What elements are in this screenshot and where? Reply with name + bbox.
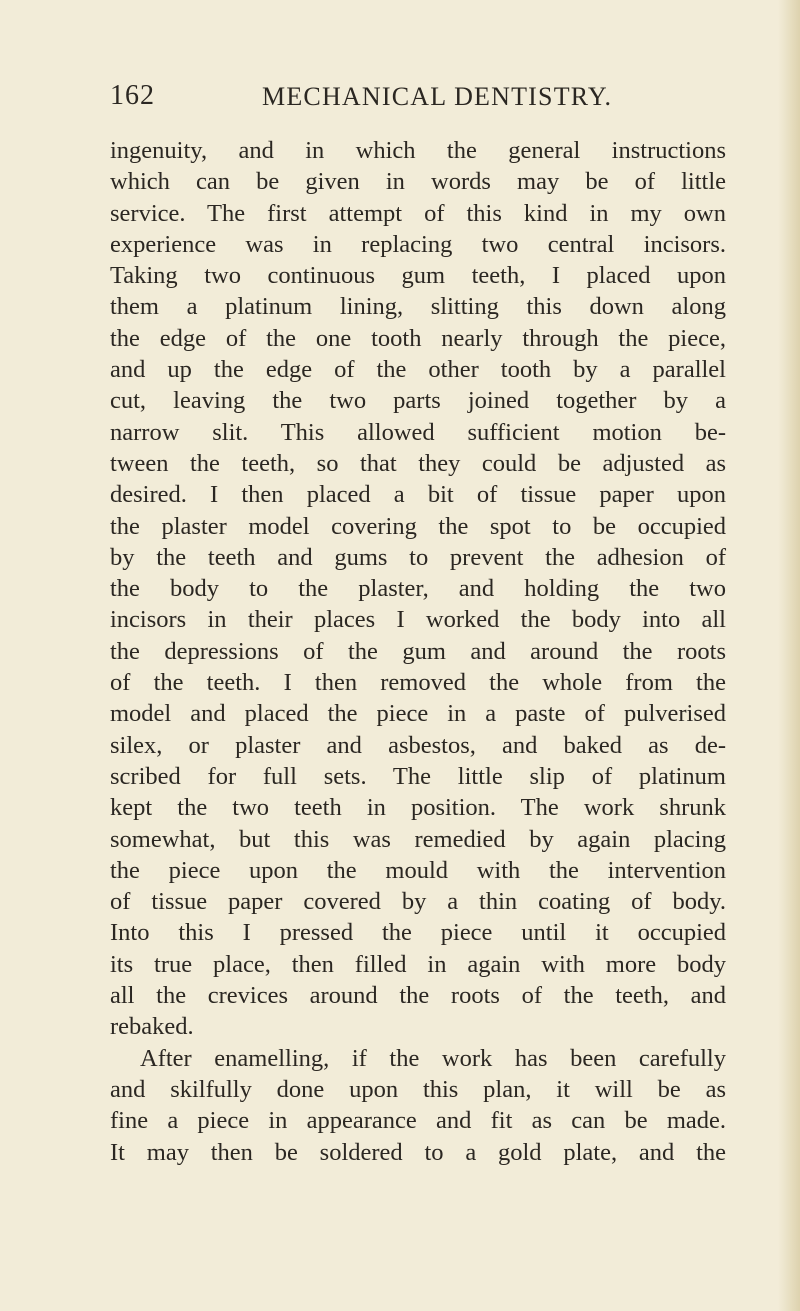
running-head: MECHANICAL DENTISTRY. bbox=[262, 82, 613, 111]
text-line: Taking two continuous gum teeth, I placed upon bbox=[110, 262, 726, 290]
text-line: by the teeth and gums to prevent the adhesion of bbox=[110, 543, 726, 571]
text-line: kept the two teeth in position. The work shrunk bbox=[110, 794, 726, 822]
text-line: and up the edge of the other tooth by a parallel bbox=[110, 356, 726, 384]
text-line: all the crevices around the roots of the teeth, and bbox=[110, 982, 726, 1010]
text-line: the edge of the one tooth nearly through the piece, bbox=[110, 324, 726, 352]
text-line: the plaster model covering the spot to be occupied bbox=[110, 512, 726, 540]
paragraph-1 bbox=[110, 135, 726, 1043]
text-line: fine a piece in appearance and fit as can be made. bbox=[110, 1107, 726, 1135]
text-line: ingenuity, and in which the general instructions bbox=[110, 137, 726, 164]
text-line: and skilfully done upon this plan, it will be as bbox=[110, 1075, 726, 1103]
text-line: incisors in their places I worked the body into all bbox=[110, 606, 726, 634]
text-line: somewhat, but this was remedied by again placing bbox=[110, 825, 726, 853]
text-line: rebaked. bbox=[110, 1013, 194, 1041]
text-line: cut, leaving the two parts joined together by a bbox=[110, 387, 726, 415]
text-line: of tissue paper covered by a thin coating of body. bbox=[110, 888, 726, 916]
text-line: desired. I then placed a bit of tissue paper upon bbox=[110, 481, 726, 509]
text-line: the body to the plaster, and holding the two bbox=[110, 575, 726, 603]
body-text bbox=[110, 135, 726, 1168]
text-line: service. The first attempt of this kind in my own bbox=[110, 199, 726, 227]
text-line: experience was in replacing two central incisors. bbox=[110, 230, 726, 258]
text-line: which can be given in words may be of little bbox=[110, 168, 726, 196]
page-edge-shadow bbox=[778, 0, 800, 1311]
text-line: the depressions of the gum and around the roots bbox=[110, 637, 726, 665]
text-line: of the teeth. I then removed the whole from the bbox=[110, 669, 726, 697]
page-number: 162 bbox=[110, 80, 155, 111]
text-line: tween the teeth, so that they could be adjusted as bbox=[110, 449, 726, 477]
text-line: It may then be soldered to a gold plate, and the bbox=[110, 1138, 726, 1166]
text-line: model and placed the piece in a paste of pulverised bbox=[110, 700, 726, 728]
text-line: the piece upon the mould with the intervention bbox=[110, 856, 726, 884]
text-line: silex, or plaster and asbestos, and baked as de- bbox=[110, 731, 726, 759]
text-line: narrow slit. This allowed sufficient motion be- bbox=[110, 418, 726, 446]
text-line: its true place, then filled in again with more body bbox=[110, 950, 726, 978]
text-line: Into this I pressed the piece until it occupied bbox=[110, 919, 726, 947]
paragraph-2 bbox=[110, 1043, 726, 1168]
text-line: them a platinum lining, slitting this down along bbox=[110, 293, 726, 321]
text-line: scribed for full sets. The little slip of platinum bbox=[110, 762, 726, 790]
page-header bbox=[110, 80, 720, 116]
text-line: After enamelling, if the work has been carefully bbox=[140, 1044, 726, 1072]
